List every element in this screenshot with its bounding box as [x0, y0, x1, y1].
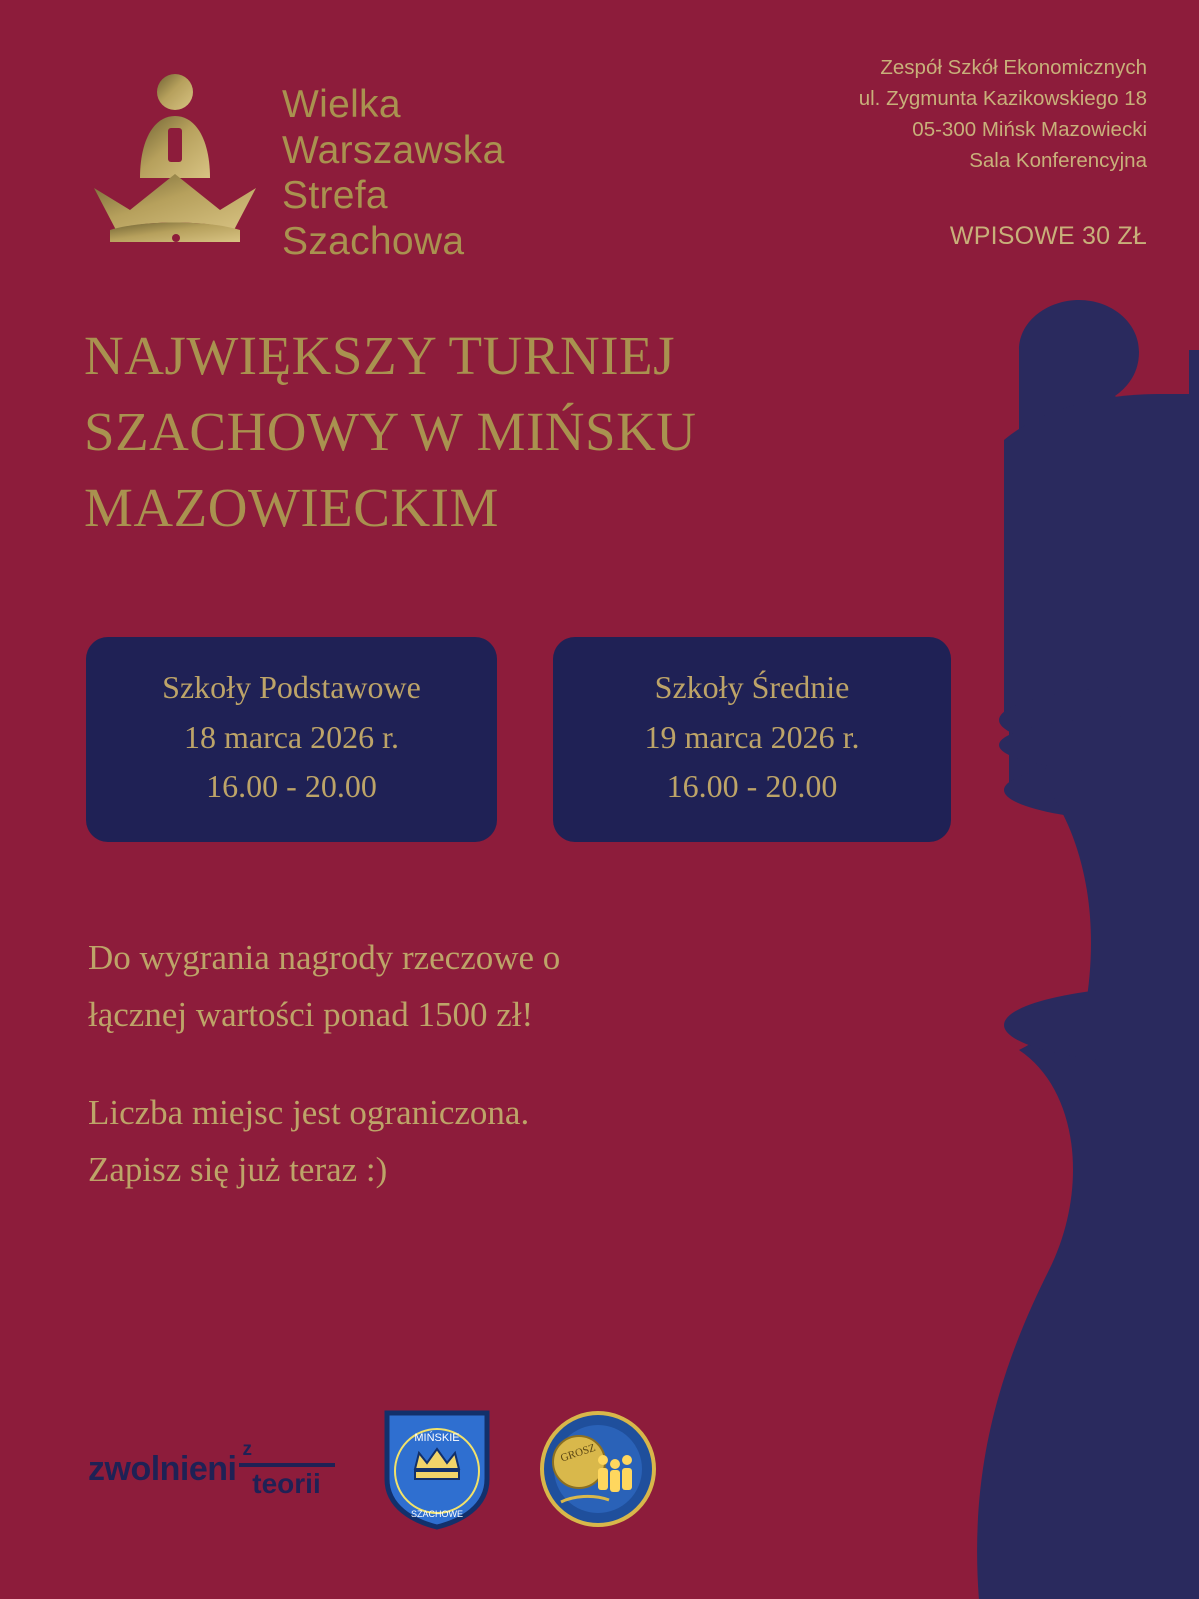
venue-city: 05-300 Mińsk Mazowiecki [912, 118, 1147, 142]
brand-name [282, 82, 505, 265]
zwolnieni-divider [239, 1463, 335, 1467]
venue-room: Sala Konferencyjna [969, 149, 1147, 173]
card-primary-schools [86, 637, 497, 842]
svg-text:MIŃSKIE: MIŃSKIE [413, 1432, 460, 1444]
limit-line-1: Liczba miejsc jest ograniczona. [88, 1093, 530, 1133]
headline-line-2: SZACHOWY W MIŃSKU [84, 400, 697, 462]
card-primary-title: Szkoły Podstawowe [162, 669, 421, 705]
entry-fee: WPISOWE 30 ZŁ [949, 222, 1147, 250]
venue-organization: Zespół Szkół Ekonomicznych [880, 56, 1147, 79]
zwolnieni-teorii: teorii [252, 1468, 321, 1499]
venue-info [859, 52, 1147, 177]
headline-line-3: MAZOWIECKIM [84, 476, 499, 538]
brand-line-1: Wielka [282, 83, 401, 126]
prizes-line-2: łącznej wartości ponad 1500 zł! [88, 994, 534, 1034]
venue-street: ul. Zygmunta Kazikowskiego 18 [858, 87, 1147, 111]
card-primary-time: 16.00 - 20.00 [206, 768, 377, 805]
headline-line-1: NAJWIĘKSZY TURNIEJ [84, 325, 676, 386]
zwolnieni-word: zwolnieni [88, 1449, 237, 1488]
brand-line-2: Warszawska [282, 128, 505, 172]
partner-logos [88, 1407, 657, 1531]
brand-logo-block [80, 70, 505, 265]
body-copy [88, 930, 828, 1199]
brand-line-3: Strefa [282, 174, 388, 218]
limit-paragraph [88, 1085, 828, 1198]
category-cards [86, 637, 951, 842]
brand-line-4: Szachowa [282, 219, 465, 263]
prizes-line-1: Do wygrania nagrody rzeczowe o [88, 938, 561, 977]
zwolnieni-z-teorii-logo [88, 1440, 335, 1498]
chess-pawn-crown-logo-icon [80, 70, 270, 250]
page-title [84, 318, 904, 546]
card-primary-date: 18 marca 2026 r. [183, 718, 400, 755]
card-secondary-time: 16.00 - 20.00 [666, 768, 838, 805]
prizes-paragraph [88, 930, 828, 1043]
grosz-round-seal-logo-icon [539, 1410, 657, 1528]
card-secondary-schools [553, 637, 951, 842]
minskie-towarzystwo-szachowe-shield-logo-icon [381, 1407, 493, 1531]
card-secondary-title: Szkoły Średnie [654, 669, 850, 705]
limit-line-2: Zapisz się już teraz :) [88, 1150, 388, 1190]
zwolnieni-z: z [242, 1439, 252, 1460]
card-secondary-date: 19 marca 2026 r. [644, 718, 860, 755]
svg-text:SZACHOWE: SZACHOWE [410, 1509, 463, 1519]
svg-text:GROSZ: GROSZ [558, 1441, 597, 1465]
